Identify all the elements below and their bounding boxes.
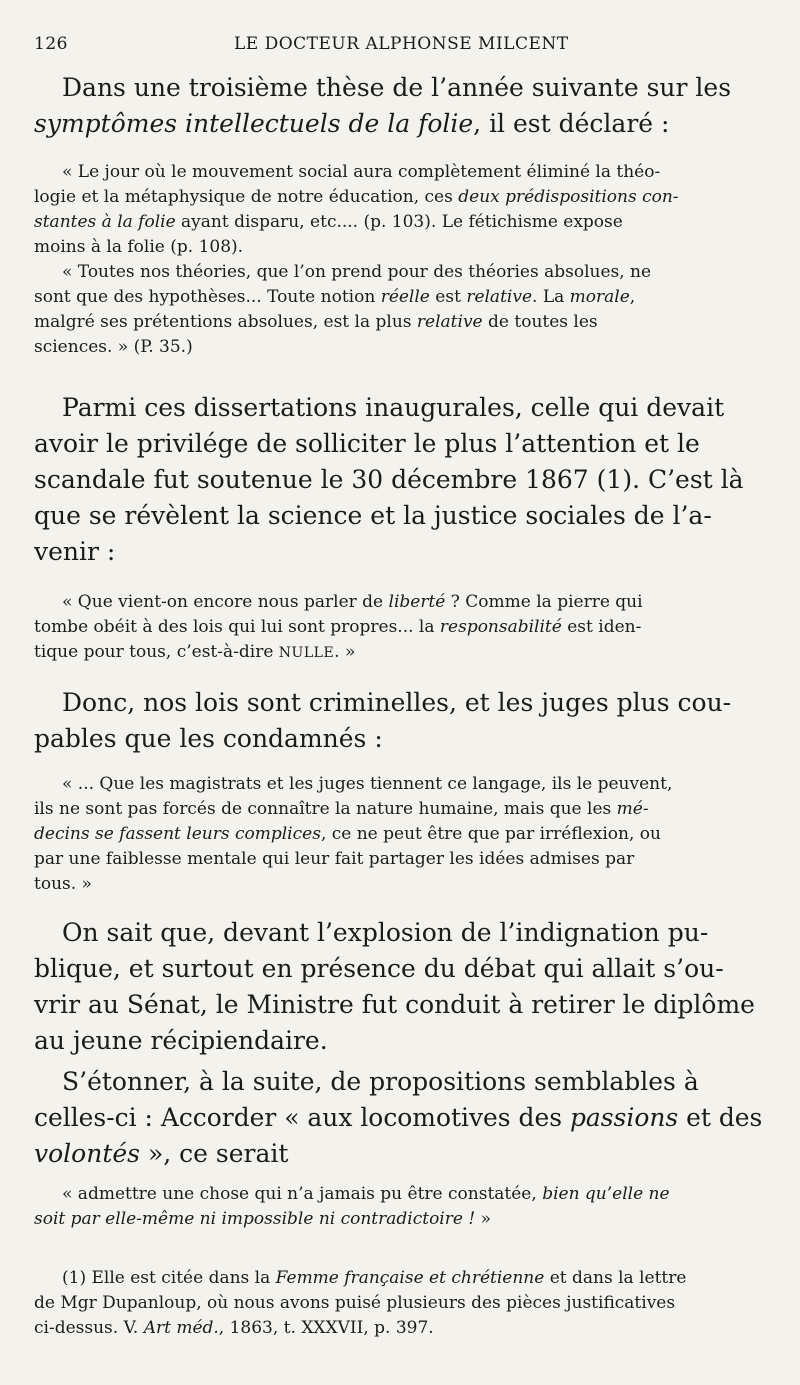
text-line: sciences. » (P. 35.) bbox=[34, 337, 193, 357]
text-line: Dans une troisième thèse de l’année suivante sur les bbox=[62, 73, 732, 102]
text-line: « Que vient-on encore nous parler de liberté ? Comme la pierre qui bbox=[62, 592, 643, 612]
paragraph-criminal-laws bbox=[34, 685, 762, 757]
text-line: (1) Elle est citée dans la Femme française et chrétienne et dans la lettre bbox=[62, 1268, 687, 1288]
quotation-magistrates bbox=[34, 772, 762, 897]
text-line: symptômes intellectuels de la folie, il est déclaré : bbox=[34, 109, 670, 138]
text-line: « admettre une chose qui n’a jamais pu être constatée, bien qu’elle ne bbox=[62, 1184, 670, 1204]
text-line: tombe obéit à des lois qui lui sont propres... la responsabilité est iden- bbox=[34, 617, 642, 637]
text-line: decins se fassent leurs complices, ce ne peut être que par irréflexion, ou bbox=[34, 824, 661, 844]
quotation-liberty bbox=[34, 590, 762, 666]
text-line: blique, et surtout en présence du débat qui allait s’ou- bbox=[34, 954, 724, 983]
text-line: tique pour tous, c’est-à-dire NULLE. » bbox=[34, 642, 356, 662]
text-line: ils ne sont pas forcés de connaître la nature humaine, mais que les mé- bbox=[34, 799, 649, 819]
paragraph-indignation bbox=[34, 915, 762, 1059]
paragraph-inaugural-dissertations bbox=[34, 390, 762, 570]
text-line: S’étonner, à la suite, de propositions semblables à bbox=[62, 1067, 699, 1096]
text-line: Parmi ces dissertations inaugurales, celle qui devait bbox=[62, 393, 725, 422]
footnote bbox=[34, 1266, 762, 1341]
text-line: volontés », ce serait bbox=[34, 1139, 289, 1168]
text-line: stantes à la folie ayant disparu, etc.... (p. 103). Le fétichisme expose bbox=[34, 212, 623, 232]
page-number: 126 bbox=[34, 34, 68, 54]
text-line: celles-ci : Accorder « aux locomotives des passions et des bbox=[34, 1103, 763, 1132]
text-line: venir : bbox=[34, 537, 116, 566]
quotation-admit-thing bbox=[34, 1182, 762, 1232]
text-line: malgré ses prétentions absolues, est la plus relative de toutes les bbox=[34, 312, 598, 332]
quotation-thesis-1 bbox=[34, 160, 762, 360]
running-title: LE DOCTEUR ALPHONSE MILCENT bbox=[234, 34, 569, 54]
text-line: que se révèlent la science et la justice sociales de l’a- bbox=[34, 501, 712, 530]
text-line: avoir le privilége de solliciter le plus l’attention et le bbox=[34, 429, 700, 458]
text-line: pables que les condamnés : bbox=[34, 724, 383, 753]
text-line: tous. » bbox=[34, 874, 92, 894]
text-line: Donc, nos lois sont criminelles, et les juges plus cou- bbox=[62, 688, 732, 717]
text-line: ci-dessus. V. Art méd., 1863, t. XXXVII, p. 397. bbox=[34, 1318, 434, 1338]
text-line: de Mgr Dupanloup, où nous avons puisé plusieurs des pièces justificatives bbox=[34, 1293, 676, 1313]
text-line: On sait que, devant l’explosion de l’indignation pu- bbox=[62, 918, 709, 947]
text-line: vrir au Sénat, le Ministre fut conduit à retirer le diplôme bbox=[34, 990, 755, 1019]
paragraph-locomotives bbox=[34, 1064, 762, 1172]
text-line: scandale fut soutenue le 30 décembre 1867 (1). C’est là bbox=[34, 465, 744, 494]
running-header bbox=[34, 30, 760, 60]
text-line: « ... Que les magistrats et les juges tiennent ce langage, ils le peuvent, bbox=[62, 774, 673, 794]
paragraph-intro-third-thesis bbox=[34, 70, 762, 142]
text-line: « Le jour où le mouvement social aura complètement éliminé la théo- bbox=[62, 162, 661, 182]
text-line: sont que des hypothèses... Toute notion réelle est relative. La morale, bbox=[34, 287, 636, 307]
text-line: soit par elle-même ni impossible ni contradictoire ! » bbox=[34, 1209, 491, 1229]
text-line: « Toutes nos théories, que l’on prend pour des théories absolues, ne bbox=[62, 262, 652, 282]
text-line: moins à la folie (p. 108). bbox=[34, 237, 244, 257]
text-line: au jeune récipiendaire. bbox=[34, 1026, 328, 1055]
text-line: logie et la métaphysique de notre éducation, ces deux prédispositions con- bbox=[34, 187, 679, 207]
text-line: par une faiblesse mentale qui leur fait partager les idées admises par bbox=[34, 849, 635, 869]
